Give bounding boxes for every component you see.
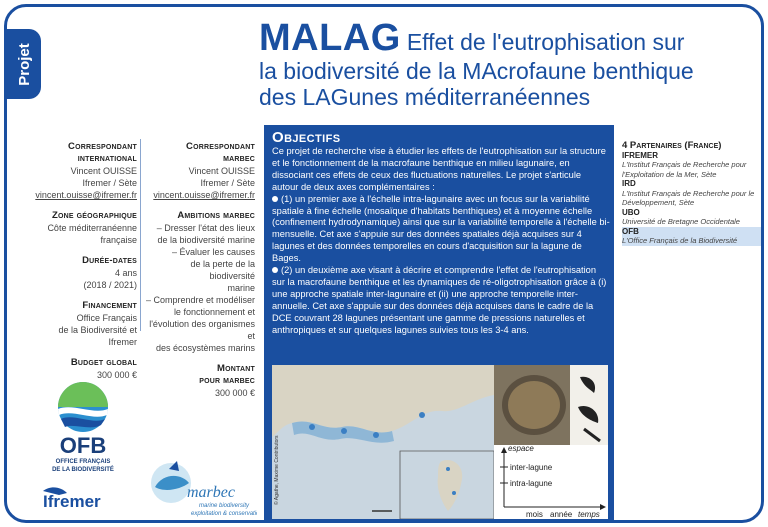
ofb-logo	[43, 379, 123, 479]
international-contact-org: Ifremer / Sète	[82, 178, 137, 188]
ambition-line: – Dresser l'état des lieux	[156, 223, 255, 233]
ambition-line: de la biodiversité marine	[157, 235, 255, 245]
amount-heading-1: Montant	[217, 363, 255, 374]
title-acronym: MALAG	[259, 17, 401, 59]
marbec-contact-name: Vincent OUISSE	[188, 166, 255, 176]
objectives-axis-2	[272, 265, 610, 336]
marbec-tagline-2: exploitation & conservation	[191, 511, 257, 517]
scale-diagram-graphic	[494, 445, 608, 519]
marbec-contact-heading-2: marbec	[223, 153, 255, 164]
info-column-left	[33, 141, 137, 390]
map-graphic	[272, 365, 494, 519]
partner-desc: Université de Bretagne Occidentale	[622, 217, 740, 226]
bullet-icon	[272, 267, 278, 273]
map-credit: © Agathe, Maxime Contributors	[274, 435, 280, 505]
partner-item	[622, 208, 762, 227]
partners-list	[622, 141, 762, 246]
funding-block	[33, 300, 137, 348]
international-contact-heading-1: Correspondant	[68, 141, 137, 152]
ofb-logo-graphic	[43, 379, 123, 479]
duration-block	[33, 255, 137, 291]
info-column-middle	[145, 141, 255, 408]
partner-key: IRD	[622, 179, 636, 188]
bullet-icon	[272, 196, 278, 202]
page-title	[259, 19, 759, 109]
zone-value-2: française	[100, 235, 137, 245]
marbec-contact-heading-1: Correspondant	[186, 141, 255, 152]
marbec-tagline-1: marine biodiversity	[199, 503, 250, 509]
duration-value-1: 4 ans	[114, 268, 137, 278]
zone-heading: Zone géographique	[52, 210, 137, 221]
partner-item	[622, 179, 762, 208]
funding-value-2: de la Biodiversité et Ifremer	[58, 325, 137, 347]
objectives-intro: Ce projet de recherche vise à étudier les effets de l'eutrophisation sur la structure et le fonctionnement de la macrofaune benthique en milieu lagunaire, en dissociant ces effets de ceux des fluctuations naturelles. Le projet s'articule autour de deux axes complémentaires :	[272, 146, 606, 192]
intra-lagune-label: intra-lagune	[510, 479, 553, 488]
partner-key: OFB	[622, 226, 639, 236]
ambition-line: – Comprendre et modéliser	[145, 295, 255, 305]
lagoon-map	[272, 365, 494, 519]
ofb-sub-1: OFFICE FRANÇAIS	[55, 459, 111, 465]
objectives-text	[272, 146, 610, 337]
marbec-contact-org: Ifremer / Sète	[200, 178, 255, 188]
ambition-line: – Évaluer les causes	[171, 247, 255, 257]
ambition-line: de la perte de la biodiversité	[190, 259, 255, 281]
budget-value: 300 000 €	[96, 370, 137, 380]
funding-heading: Financement	[82, 300, 137, 311]
marbec-contact-block	[145, 141, 255, 201]
partner-desc: L'Office Français de la Biodiversité	[622, 236, 738, 245]
objectives-heading: Objectifs	[272, 129, 341, 146]
duration-heading: Durée-dates	[82, 255, 137, 266]
ifremer-logo-graphic	[39, 481, 127, 511]
ofb-sub-2: DE LA BIODIVERSITÉ	[52, 467, 114, 473]
study-figure	[272, 365, 608, 519]
partner-desc: L'Institut Français de Recherche pour le Développement, Sète	[622, 188, 755, 207]
ofb-name: OFB	[59, 433, 107, 458]
photo-graphic	[494, 365, 608, 445]
objectives-axis-1	[272, 194, 610, 265]
objectives-axis-2-text: (2) un deuxième axe visant à décrire et comprendre l'effet de l'eutrophisation sur la macrofaune benthique et les dynamiques de ré-oligotrophisation grâce à (i) une approche spatiale inter-lagunaire et (ii) une approche temporelle inter-annuelle. Cet axe s'appuie sur des données déjà acquises dans le cadre de la DCE couvrant 28 lagunes présentant une gamme de pressions naturelles et anthropiques et sur quelques lagunes suivies tous les 3-4 ans.	[272, 265, 607, 335]
objectives-panel	[264, 125, 614, 523]
partner-item	[622, 151, 762, 180]
zone-block	[33, 210, 137, 246]
partner-key: UBO	[622, 207, 640, 217]
ambitions-heading: Ambitions marbec	[177, 210, 255, 221]
partners-heading: 4 Partenaires (France)	[622, 140, 722, 151]
project-tab	[7, 29, 41, 99]
axis-space-label: espace	[508, 445, 534, 453]
international-contact-name: Vincent OUISSE	[70, 166, 137, 176]
funding-value-1: Office Français	[76, 313, 137, 323]
title-line-3: des LAGunes méditerranéennes	[259, 84, 591, 110]
ambition-line: le fonctionnement et	[173, 307, 255, 317]
international-contact-heading-2: international	[77, 153, 137, 164]
ambition-line: marine	[227, 283, 255, 293]
budget-heading: Budget global	[70, 357, 137, 368]
partner-key: IFREMER	[622, 150, 658, 160]
title-line-1: Effet de l'eutrophisation sur	[406, 29, 685, 55]
macrofauna-photo	[494, 365, 608, 445]
ambition-line: l'évolution des organismes et	[149, 319, 255, 341]
amount-value: 300 000 €	[214, 388, 255, 398]
amount-heading-2: pour marbec	[199, 375, 255, 386]
marbec-logo-graphic	[147, 459, 257, 519]
zone-value-1: Côte méditerranéenne	[47, 223, 137, 233]
marbec-logo	[147, 459, 257, 519]
scale-diagram	[494, 445, 608, 519]
international-contact-email[interactable]: vincent.ouisse@ifremer.fr	[35, 190, 137, 200]
project-tab-label: Projet	[15, 42, 33, 86]
ifremer-logo	[39, 481, 127, 511]
axis-temps-label: temps	[578, 510, 600, 519]
axis-annee-label: année	[550, 510, 573, 519]
objectives-axis-1-text: (1) un premier axe à l'échelle intra-lagunaire avec un focus sur la variabilité spatiale à fine échelle (mosaïque d'habitats benthiques) et à moyenne échelle (confinement hydrodynamique) ainsi que sur la variabilité temporelle à l'échelle bi-mensuelle. Cet axe s'appuie sur des données spatiales déjà acquises sur 4 lagunes et des données temporelles en cours d'acquisition sur la lagune de Bages.	[272, 193, 610, 264]
inter-lagune-label: inter-lagune	[510, 463, 553, 472]
ifremer-name: Ifremer	[43, 492, 101, 511]
partner-desc: L'Institut Français de Recherche pour l'Exploitation de la Mer, Sète	[622, 160, 747, 179]
marbec-name: marbec	[187, 484, 235, 501]
marbec-contact-email[interactable]: vincent.ouisse@ifremer.fr	[153, 190, 255, 200]
poster-frame	[4, 4, 764, 523]
international-contact-block	[33, 141, 137, 201]
duration-value-2: (2018 / 2021)	[83, 280, 137, 290]
amount-block	[145, 363, 255, 399]
axis-mois-label: mois	[526, 510, 543, 519]
title-line-2: la biodiversité de la MAcrofaune benthique	[259, 58, 694, 84]
budget-block	[33, 357, 137, 381]
column-divider	[140, 139, 141, 331]
partner-item	[622, 227, 762, 246]
ambitions-block	[145, 210, 255, 354]
ambition-line: des écosystèmes marins	[155, 343, 255, 353]
